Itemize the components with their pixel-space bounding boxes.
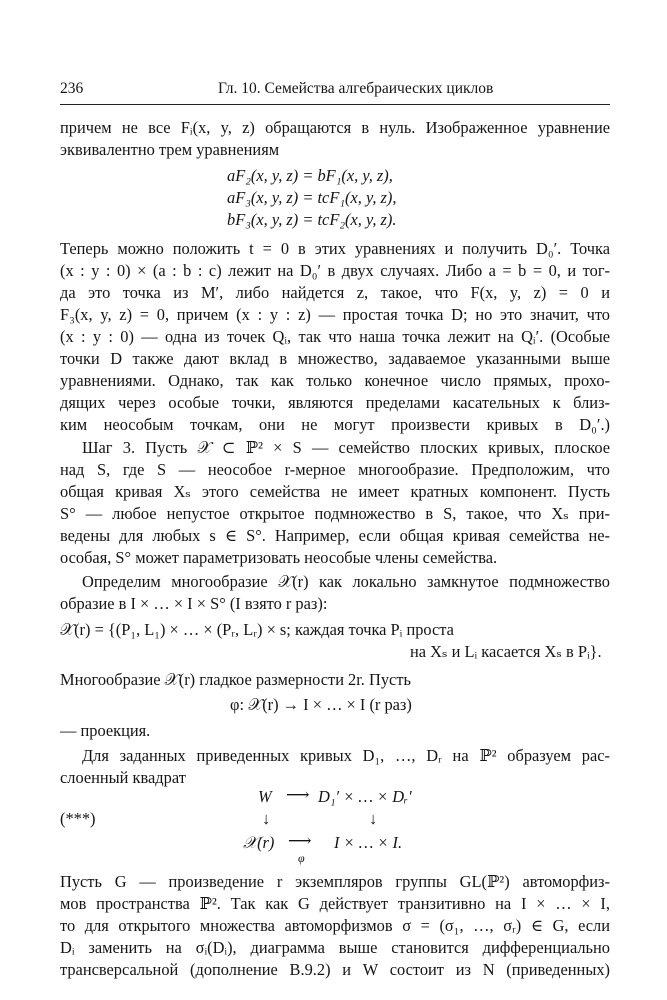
text-line: точки D также дают вклад в множество, задаваемое указанными выше xyxy=(60,349,610,368)
text-line: мов пространства ℙ². Так как G действует транзитивно на I × … × I, xyxy=(60,894,610,913)
text-line: слоенный квадрат xyxy=(60,768,186,787)
text-line: Пусть G — произведение r экземпляров группы GL(ℙ²) автоморфиз- xyxy=(60,872,610,891)
text-line: ведены для любых s ∈ S°. Например, если общая кривая семейства не- xyxy=(60,526,610,545)
equation-system-line: aF₃(x, y, z) = tcF₁(x, y, z), xyxy=(227,188,397,207)
text-line: особая, S° может параметризовать неособые члены семейства. xyxy=(60,548,498,567)
running-title: Гл. 10. Семейства алгебраических циклов xyxy=(218,80,494,97)
diagram-bottom-left: 𝒳(r) xyxy=(243,833,275,852)
text-line: F₃(x, y, z) = 0, причем (x : y : z) — простая точка D; но это значит, что xyxy=(60,305,610,324)
diagram-right-down-arrow: ↓ xyxy=(369,809,378,828)
diagram-top-left: W xyxy=(258,787,272,806)
text-line: ким неособым точкам, они не могут произвести кривых в D₀′.) xyxy=(60,415,610,434)
text-line: — проекция. xyxy=(60,721,151,740)
text-line: Для заданных приведенных кривых D₁, …, Dᵣ на ℙ² образуем рас- xyxy=(82,746,610,765)
text-line: (x : y : 0) × (a : b : c) лежит на D₀′ в двух случаях. Либо a = b = 0, и тог- xyxy=(60,261,610,280)
diagram-left-down-arrow: ↓ xyxy=(262,809,271,828)
text-line: уравнениями. Однако, так как только конечное число прямых, прохо- xyxy=(60,371,610,390)
phi-definition: φ: 𝒳(r) → I × … × I (r раз) xyxy=(230,695,412,714)
text-line: Dᵢ заменить на σᵢ(Dᵢ), диаграмма выше становится дифференциально xyxy=(60,938,610,957)
diagram-bottom-right: I × … × I. xyxy=(334,833,403,852)
xr-definition-line2: на Xₛ и Lᵢ касается Xₛ в Pᵢ}. xyxy=(410,642,602,661)
text-line: да это точка из M′, либо найдется z, такое, что F(x, y, z) = 0 и xyxy=(60,283,610,302)
diagram-label: (***) xyxy=(60,809,96,828)
text-line: S° — любое непустое открытое подмножество в S, такое, что Xₛ при- xyxy=(60,504,610,523)
text-line: причем не все Fᵢ(x, y, z) обращаются в нуль. Изображенное уравнение xyxy=(60,118,610,137)
text-line: то для открытого множества автоморфизмов σ = (σ₁, …, σᵣ) ∈ G, если xyxy=(60,916,610,935)
diagram-top-right: D₁′ × … × Dᵣ′ xyxy=(318,787,412,806)
xr-definition-line1: 𝒳(r) = {(P₁, L₁) × … × (Pᵣ, Lᵣ) × s; каждая точка Pᵢ проста xyxy=(60,620,454,639)
text-line: над S, где S — неособое r-мерное многообразие. Предположим, что xyxy=(60,460,610,479)
text-line: Теперь можно положить t = 0 в этих уравнениях и получить D₀′. Точка xyxy=(60,239,610,258)
text-line: трансверсальной (дополнение B.9.2) и W состоит из N (приведенных) xyxy=(60,960,610,979)
diagram-top-arrow: ⟶ xyxy=(286,785,310,804)
text-line: эквивалентно трем уравнениям xyxy=(60,140,280,159)
text-line: образие в I × … × I × S° (I взято r раз): xyxy=(60,594,328,613)
text-line: Многообразие 𝒳(r) гладкое размерности 2r. Пусть xyxy=(60,670,411,689)
page-number: 236 xyxy=(60,80,84,97)
diagram-bottom-arrow: ⟶ xyxy=(288,831,312,850)
text-line: Определим многообразие 𝒳(r) как локально замкнутое подмножество xyxy=(82,572,610,591)
step-heading-line: Шаг 3. Пусть 𝒳 ⊂ ℙ² × S — семейство плоских кривых, плоское xyxy=(82,438,610,457)
equation-system-line: bF₃(x, y, z) = tcF₂(x, y, z). xyxy=(227,210,397,229)
text-line: (x : y : 0) — одна из точек Qᵢ, так что наша точка лежит на Qᵢ′. (Особые xyxy=(60,327,610,346)
text-line: общая кривая Xₛ этого семейства не имеет кратных компонент. Пусть xyxy=(60,482,610,501)
text-line: дящих через особые точки, являются пределами касательных к близ- xyxy=(60,393,610,412)
header-rule xyxy=(60,104,610,105)
diagram-arrow-label: φ xyxy=(298,851,305,865)
equation-system-line: aF₂(x, y, z) = bF₁(x, y, z), xyxy=(227,166,393,185)
